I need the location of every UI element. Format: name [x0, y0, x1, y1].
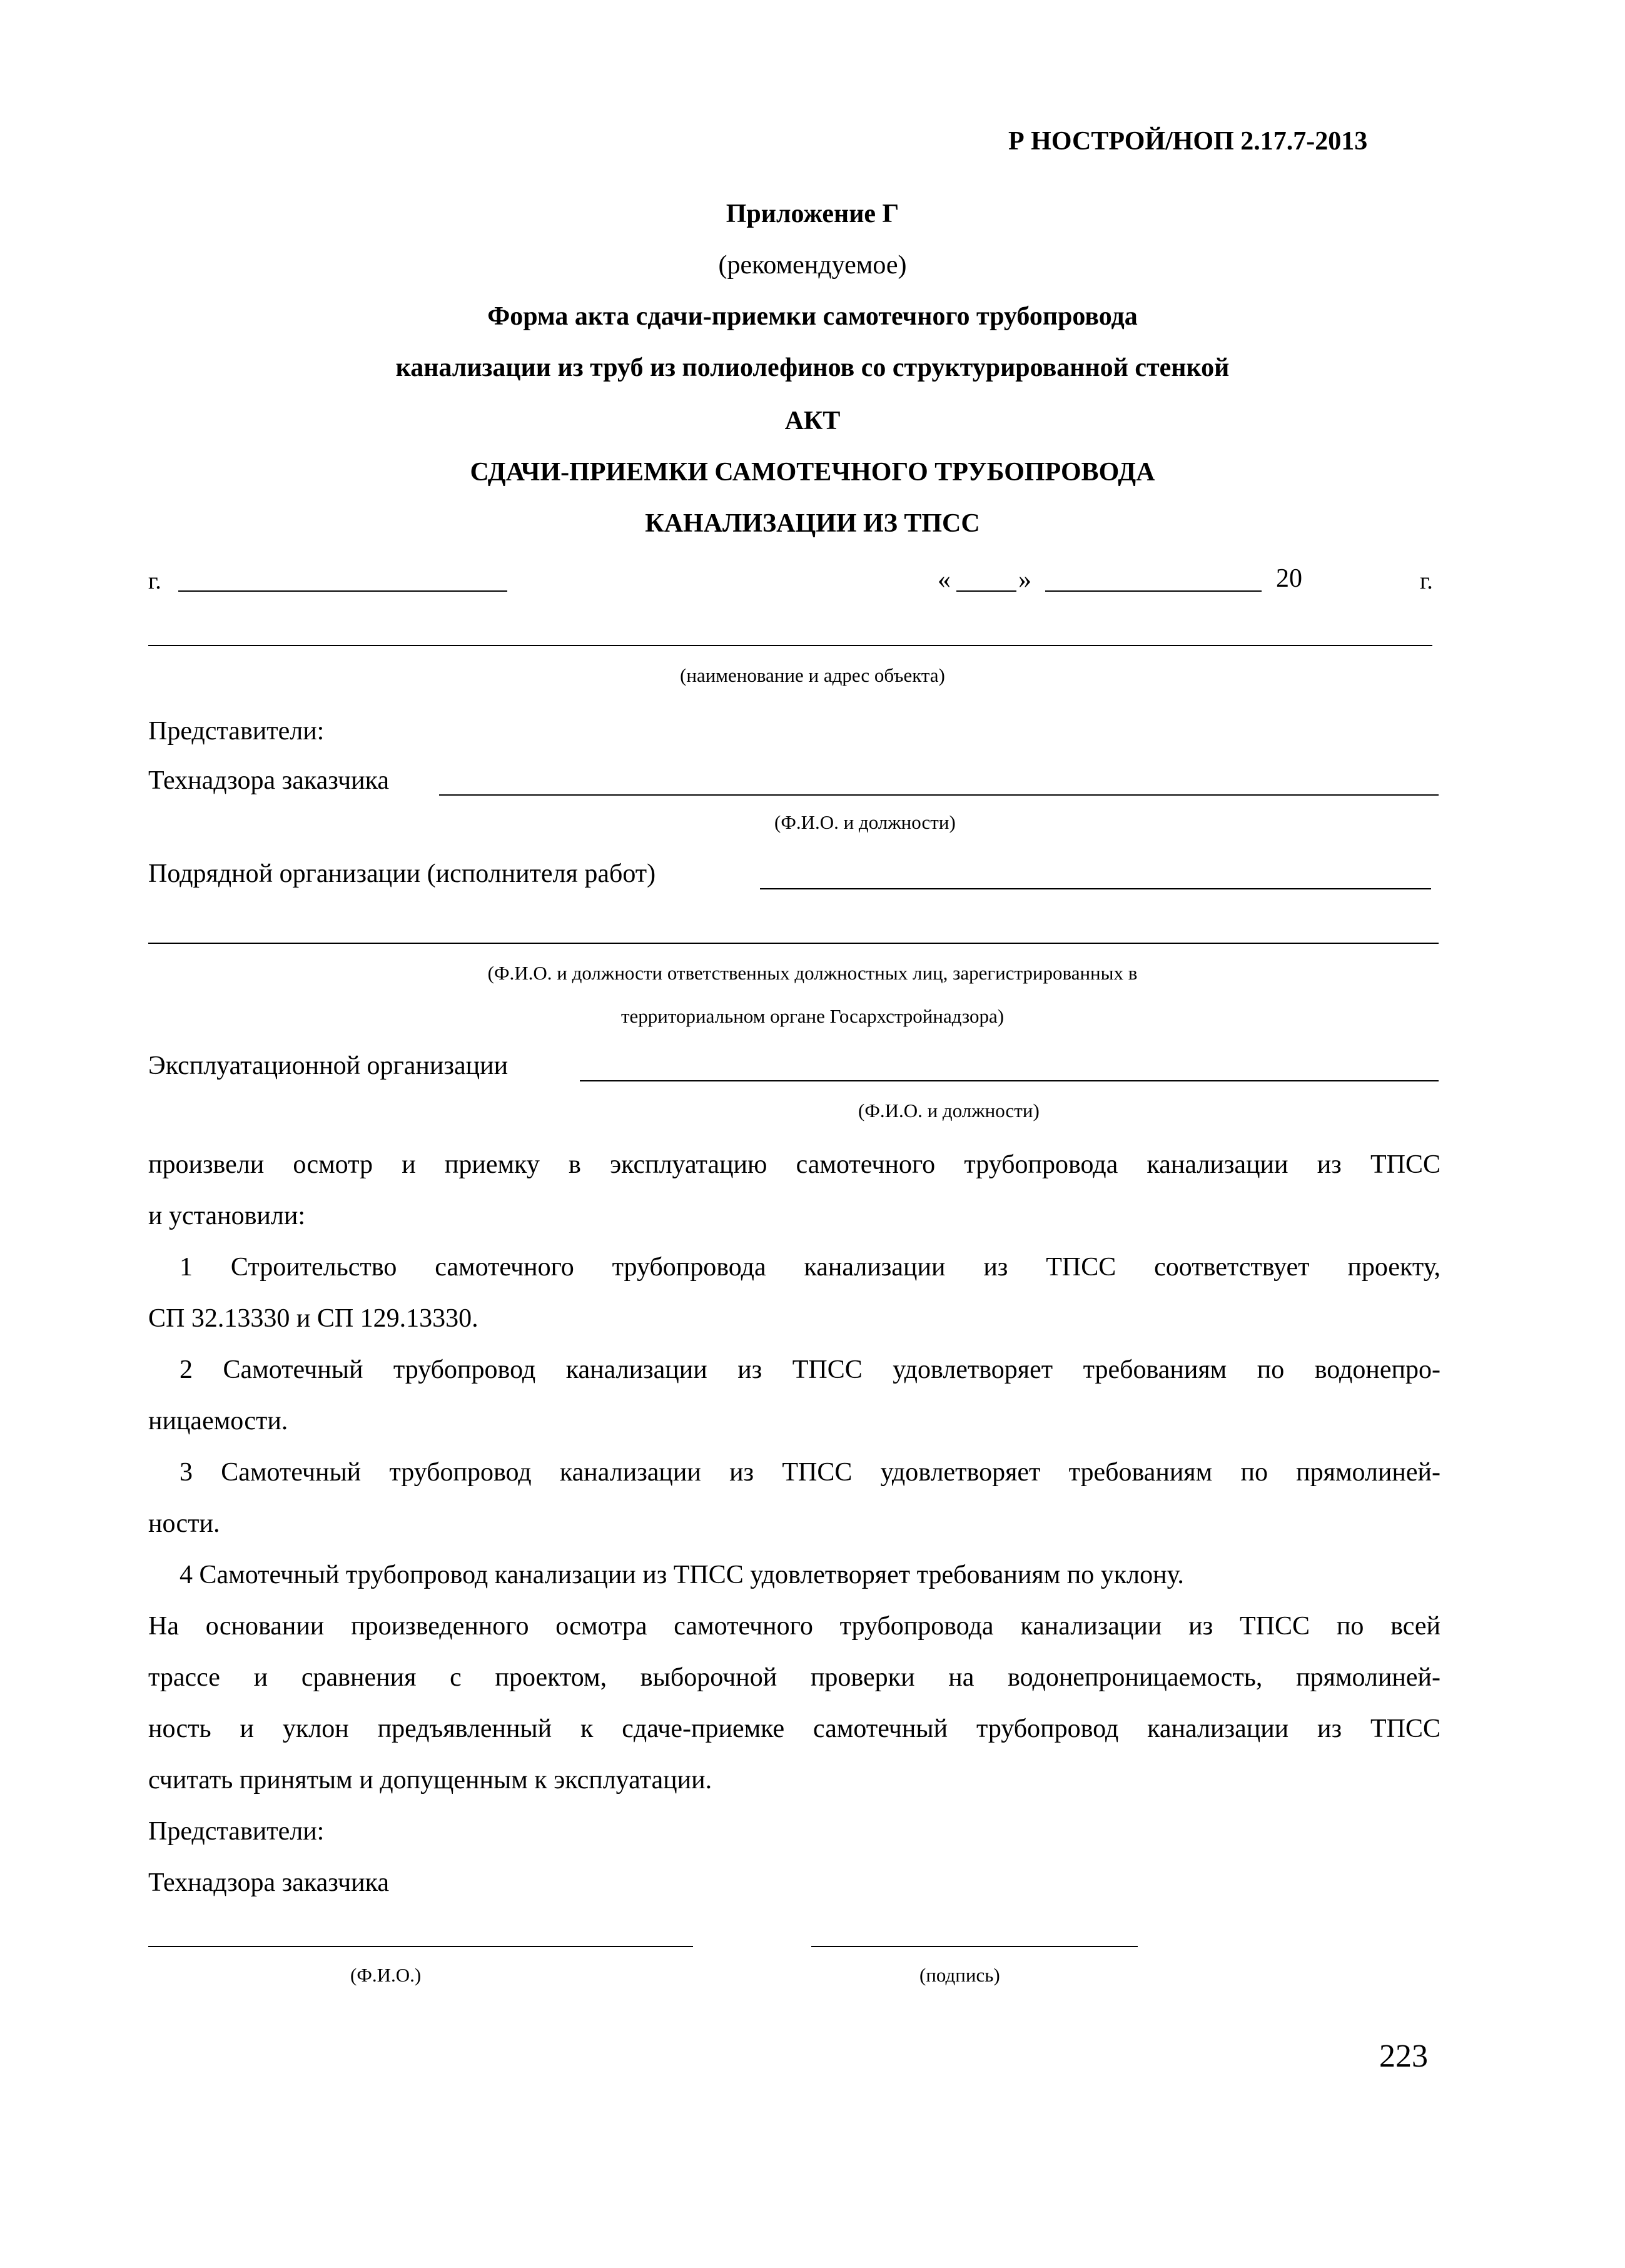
signatures-heading: Представители: [148, 1817, 325, 1846]
page-number: 223 [1379, 2038, 1428, 2074]
object-blank-line [148, 645, 1432, 646]
object-caption: (наименование и адрес объекта) [680, 664, 945, 686]
act-title: АКТ [784, 407, 841, 435]
item2-line2: ницаемости. [148, 1407, 288, 1435]
fio-caption: (Ф.И.О.) [350, 1964, 422, 1986]
document-code: Р НОСТРОЙ/НОП 2.17.7-2013 [1008, 127, 1368, 156]
operator-blank-line [580, 1080, 1439, 1081]
appendix-status: (рекомендуемое) [718, 251, 907, 280]
city-prefix: г. [148, 568, 161, 594]
day-blank-line [956, 590, 1016, 592]
representatives-heading: Представители: [148, 717, 325, 746]
item3-line1: 3 Самотечный трубопровод канализации из ТПСС удовлетворяет требованиям по прямолиней- [180, 1458, 1440, 1487]
customer-label: Технадзора заказчика [148, 766, 390, 795]
contractor-caption-line2: территориальном органе Госархстройнадзора) [620, 1005, 1005, 1027]
item3-line2: ности. [148, 1509, 220, 1538]
conclusion-line2: трассе и сравнения с проектом, выборочной проверки на водонепроницаемость, прямолиней- [148, 1663, 1440, 1692]
year-prefix: 20 [1276, 564, 1302, 593]
contractor-blank-line [760, 888, 1431, 889]
act-subtitle-line2: КАНАЛИЗАЦИИ ИЗ ТПСС [645, 509, 980, 538]
operator-caption: (Ф.И.О. и должности) [858, 1100, 1040, 1121]
contractor-label: Подрядной организации (исполнителя работ) [148, 859, 656, 888]
form-title-line2: канализации из труб из полиолефинов со структурированной стенкой [395, 353, 1230, 382]
item2-line1: 2 Самотечный трубопровод канализации из ТПСС удовлетворяет требованиям по водонепро- [180, 1355, 1440, 1384]
conclusion-line3: ность и уклон предъявленный к сдаче-приемке самотечный трубопровод канализации из ТПСС [148, 1714, 1440, 1743]
month-blank-line [1045, 590, 1262, 592]
quote-close: » [1018, 565, 1031, 594]
signature-blank-line [811, 1946, 1138, 1947]
act-subtitle-line1: СДАЧИ-ПРИЕМКИ САМОТЕЧНОГО ТРУБОПРОВОДА [470, 458, 1155, 487]
city-blank-line [178, 590, 507, 592]
item4: 4 Самотечный трубопровод канализации из ТПСС удовлетворяет требованиям по уклону. [180, 1561, 1184, 1589]
signature-caption: (подпись) [919, 1964, 1000, 1986]
customer-blank-line [439, 794, 1439, 796]
quote-open: « [938, 565, 951, 594]
customer-caption: (Ф.И.О. и должности) [774, 811, 956, 833]
year-suffix: г. [1420, 568, 1433, 594]
operator-label: Эксплуатационной организации [148, 1051, 509, 1080]
appendix-title: Приложение Г [726, 200, 899, 228]
conclusion-line1: На основании произведенного осмотра самотечного трубопровода канализации из ТПСС по всей [148, 1612, 1440, 1641]
intro-line2: и установили: [148, 1202, 306, 1230]
conclusion-line4: считать принятым и допущенным к эксплуатации. [148, 1766, 712, 1795]
signatures-customer-label: Технадзора заказчика [148, 1868, 390, 1897]
item1-line2: СП 32.13330 и СП 129.13330. [148, 1304, 478, 1333]
item1-line1: 1 Строительство самотечного трубопровода канализации из ТПСС соответствует проекту, [180, 1253, 1440, 1282]
fio-blank-line [148, 1946, 693, 1947]
contractor-caption-line1: (Ф.И.О. и должности ответственных должностных лиц, зарегистрированных в [487, 962, 1138, 984]
intro-line1: произвели осмотр и приемку в эксплуатацию самотечного трубопровода канализации из ТПСС [148, 1150, 1440, 1179]
contractor-blank-line-2 [148, 943, 1439, 944]
form-title-line1: Форма акта сдачи-приемки самотечного трубопровода [487, 302, 1138, 331]
